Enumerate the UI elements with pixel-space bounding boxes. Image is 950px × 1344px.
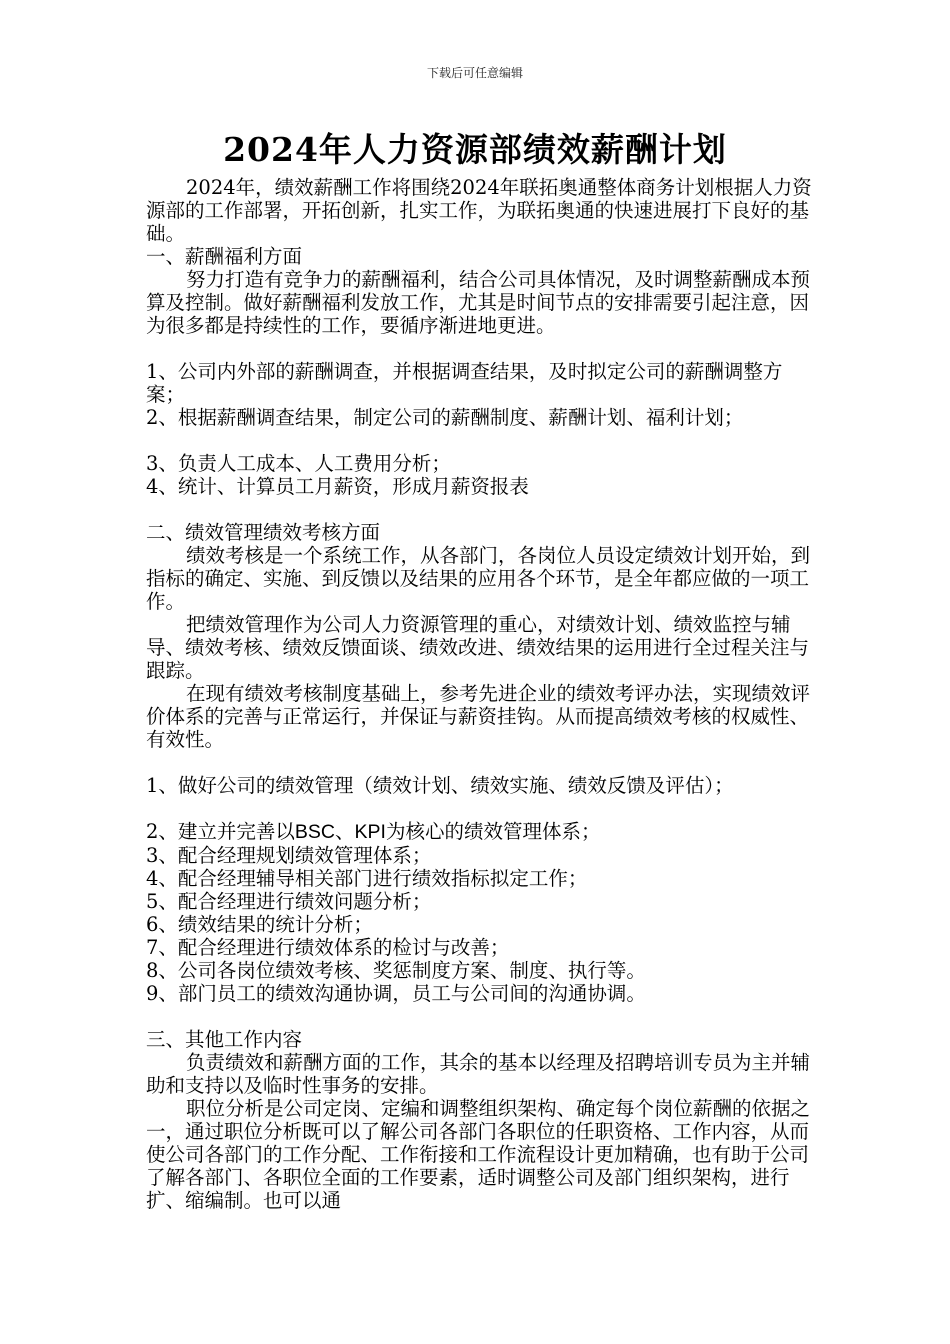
list-item: 1、做好公司的绩效管理（绩效计划、绩效实施、绩效反馈及评估）； (146, 774, 734, 797)
list-item: 6、绩效结果的统计分析； (146, 913, 373, 936)
section-paragraph: 在现有绩效考核制度基础上，参考先进企业的绩效考评办法，实现绩效评价体系的完善与正常运行，并保证与薪资挂钩。从而提高绩效考核的权威性、有效性。 (146, 682, 811, 751)
list-item: 1、公司内外部的薪酬调查，并根据调查结果，及时拟定公司的薪酬调整方案； (146, 360, 783, 406)
list-item: 9、部门员工的绩效沟通协调，员工与公司间的沟通协调。 (146, 982, 646, 1005)
list-item: 7、配合经理进行绩效体系的检讨与改善； (146, 936, 510, 959)
list-item (146, 820, 814, 844)
section-paragraph: 负责绩效和薪酬方面的工作，其余的基本以经理及招聘培训专员为主并辅助和支持以及临时性事务的安排。 (146, 1051, 811, 1097)
intro-paragraph: 2024年，绩效薪酬工作将围绕2024年联拓奥通整体商务计划根据人力资源部的工作部署，开拓创新，扎实工作，为联拓奥通的快速进展打下良好的基础。 (146, 176, 812, 245)
document-title: 2024年人力资源部绩效薪酬计划 (223, 130, 727, 169)
section-paragraph: 职位分析是公司定岗、定编和调整组织架构、确定每个岗位薪酬的依据之一，通过职位分析既可以了解公司各部门各职位的任职资格、工作内容，从而使公司各部门的工作分配、工作衔接和工作流程设计更加精确，也有助于公司了解各部门、各职位全面的工作要素，适时调整公司及部门组织架构，进行扩、缩编制。也可以通 (146, 1097, 811, 1212)
section-heading: 一、薪酬福利方面 (146, 245, 303, 268)
bsc-term: BSC (294, 821, 336, 843)
list-item-text: 、 (335, 820, 355, 843)
page-header: 下载后可任意编辑 (426, 66, 523, 80)
section-heading: 二、绩效管理绩效考核方面 (146, 521, 381, 544)
list-item: 3、配合经理规划绩效管理体系； (146, 844, 432, 867)
list-item: 2、根据薪酬调查结果，制定公司的薪酬制度、薪酬计划、福利计划； (146, 406, 744, 429)
section-paragraph: 把绩效管理作为公司人力资源管理的重心，对绩效计划、绩效监控与辅导、绩效考核、绩效反馈面谈、绩效改进、绩效结果的运用进行全过程关注与跟踪。 (146, 613, 810, 682)
list-item: 5、配合经理进行绩效问题分析； (146, 890, 432, 913)
list-item: 4、统计、计算员工月薪资，形成月薪资报表 (146, 475, 529, 498)
list-item-text: 为核心的绩效管理体系； (385, 820, 601, 843)
list-item-text: 2、建立并完善以 (146, 820, 295, 843)
section-heading: 三、其他工作内容 (146, 1028, 303, 1051)
kpi-term: KPI (354, 821, 386, 843)
section-paragraph: 努力打造有竞争力的薪酬福利，结合公司具体情况，及时调整薪酬成本预算及控制。做好薪酬福利发放工作，尤其是时间节点的安排需要引起注意，因为很多都是持续性的工作，要循序渐进地更进。 (146, 268, 811, 337)
document-body (146, 176, 814, 1212)
list-item: 4、配合经理辅导相关部门进行绩效指标拟定工作； (146, 867, 588, 890)
list-item: 8、公司各岗位绩效考核、奖惩制度方案、制度、执行等。 (146, 959, 646, 982)
section-paragraph: 绩效考核是一个系统工作，从各部门，各岗位人员设定绩效计划开始，到指标的确定、实施、到反馈以及结果的应用各个环节，是全年都应做的一项工作。 (146, 544, 811, 613)
list-item: 3、负责人工成本、人工费用分析； (146, 452, 451, 475)
